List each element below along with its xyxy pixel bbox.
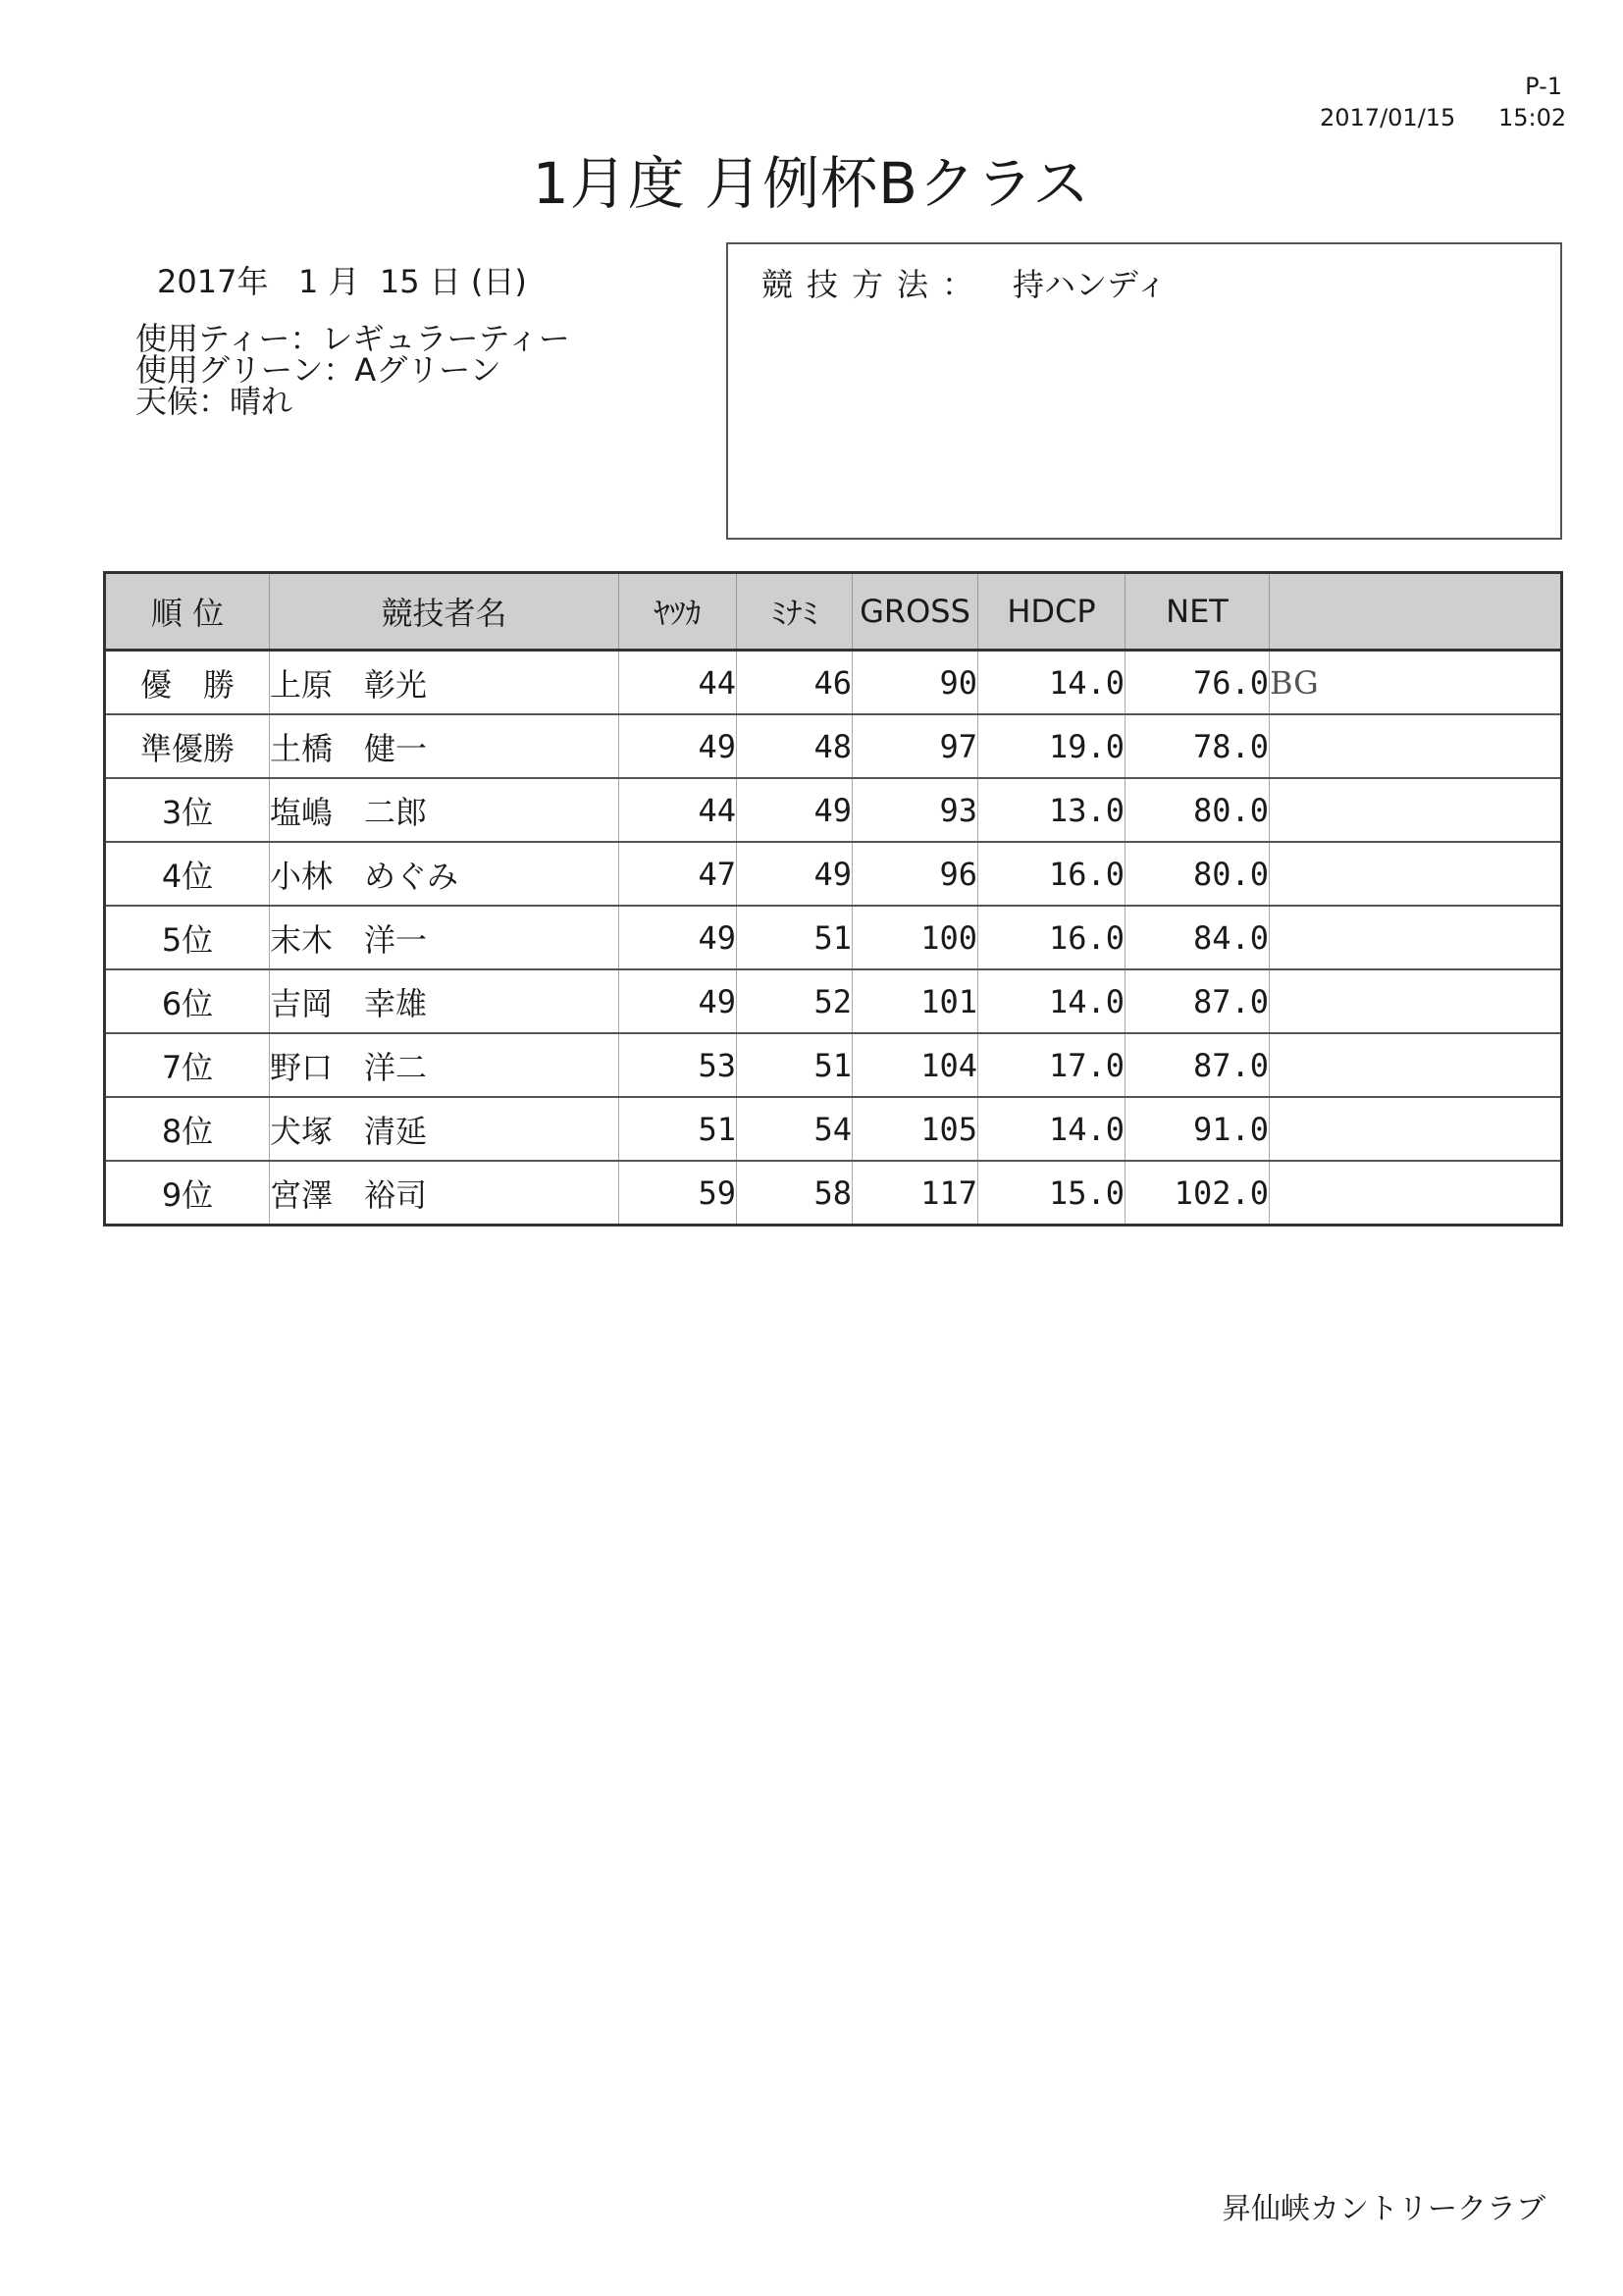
table-row	[105, 842, 1562, 906]
gross-score-cell: 117	[853, 1161, 978, 1226]
out-score-cell: 59	[619, 1161, 737, 1226]
hdcp-cell: 15.0	[978, 1161, 1126, 1226]
header-note	[1270, 573, 1562, 651]
table-row	[105, 1033, 1562, 1097]
rank-cell: 8位	[105, 1097, 270, 1161]
page-title: 1月度 月例杯Bクラス	[532, 150, 1091, 217]
in-score-cell: 58	[737, 1161, 853, 1226]
in-score-cell: 51	[737, 906, 853, 969]
player-name-cell: 宮澤 裕司	[270, 1161, 619, 1226]
gross-score-cell: 96	[853, 842, 978, 906]
rank-cell: 準優勝	[105, 714, 270, 778]
header-net: NET	[1126, 573, 1270, 651]
in-score-cell: 49	[737, 842, 853, 906]
rank-cell: 優 勝	[105, 651, 270, 715]
out-score-cell: 47	[619, 842, 737, 906]
in-score-cell: 51	[737, 1033, 853, 1097]
table-row	[105, 778, 1562, 842]
note-cell	[1270, 842, 1562, 906]
in-score-cell: 48	[737, 714, 853, 778]
out-score-cell: 49	[619, 906, 737, 969]
club-name: 昇仙峡カントリークラブ	[1222, 2192, 1545, 2226]
header-gross: GROSS	[853, 573, 978, 651]
out-score-cell: 49	[619, 714, 737, 778]
player-name-cell: 上原 彰光	[270, 651, 619, 715]
gross-score-cell: 100	[853, 906, 978, 969]
player-name-cell: 吉岡 幸雄	[270, 969, 619, 1033]
hdcp-cell: 19.0	[978, 714, 1126, 778]
weather-info: 天候：晴れ	[135, 383, 293, 420]
net-score-cell: 87.0	[1126, 969, 1270, 1033]
method-label: 競技方法：	[761, 266, 988, 303]
header-player-name: 競技者名	[270, 573, 619, 651]
table-row	[105, 1161, 1562, 1226]
note-cell	[1270, 1161, 1562, 1226]
rank-cell: 3位	[105, 778, 270, 842]
page-number: P-1	[1525, 73, 1562, 100]
net-score-cell: 102.0	[1126, 1161, 1270, 1226]
rank-cell: 9位	[105, 1161, 270, 1226]
rank-cell: 6位	[105, 969, 270, 1033]
method-value: 持ハンディ	[1013, 266, 1168, 303]
rank-cell: 7位	[105, 1033, 270, 1097]
hdcp-cell: 13.0	[978, 778, 1126, 842]
rank-cell: 4位	[105, 842, 270, 906]
note-cell	[1270, 778, 1562, 842]
print-time: 15:02	[1498, 104, 1567, 131]
note-cell: BG	[1270, 651, 1562, 715]
out-score-cell: 44	[619, 778, 737, 842]
table-row	[105, 1097, 1562, 1161]
table-row	[105, 906, 1562, 969]
player-name-cell: 犬塚 清延	[270, 1097, 619, 1161]
in-score-cell: 52	[737, 969, 853, 1033]
green-info: 使用グリーン：Aグリーン	[135, 351, 501, 389]
gross-score-cell: 101	[853, 969, 978, 1033]
rank-cell: 5位	[105, 906, 270, 969]
results-table	[103, 571, 1563, 1226]
hdcp-cell: 14.0	[978, 969, 1126, 1033]
net-score-cell: 76.0	[1126, 651, 1270, 715]
player-name-cell: 小林 めぐみ	[270, 842, 619, 906]
out-score-cell: 53	[619, 1033, 737, 1097]
gross-score-cell: 105	[853, 1097, 978, 1161]
note-cell	[1270, 1033, 1562, 1097]
hdcp-cell: 16.0	[978, 842, 1126, 906]
competition-date: 2017年 1 月 15 日 (日)	[157, 263, 527, 300]
tee-info: 使用ティー：レギュラーティー	[135, 320, 570, 357]
player-name-cell: 土橋 健一	[270, 714, 619, 778]
hdcp-cell: 14.0	[978, 651, 1126, 715]
player-name-cell: 塩嶋 二郎	[270, 778, 619, 842]
hdcp-cell: 17.0	[978, 1033, 1126, 1097]
print-date: 2017/01/15	[1320, 104, 1456, 131]
in-score-cell: 49	[737, 778, 853, 842]
out-score-cell: 51	[619, 1097, 737, 1161]
hdcp-cell: 14.0	[978, 1097, 1126, 1161]
competition-method-box	[726, 242, 1562, 540]
gross-score-cell: 97	[853, 714, 978, 778]
table-row	[105, 714, 1562, 778]
net-score-cell: 80.0	[1126, 778, 1270, 842]
header-out: ﾔﾂｶ	[619, 573, 737, 651]
note-cell	[1270, 906, 1562, 969]
in-score-cell: 46	[737, 651, 853, 715]
in-score-cell: 54	[737, 1097, 853, 1161]
player-name-cell: 野口 洋二	[270, 1033, 619, 1097]
note-cell	[1270, 1097, 1562, 1161]
gross-score-cell: 90	[853, 651, 978, 715]
out-score-cell: 49	[619, 969, 737, 1033]
net-score-cell: 91.0	[1126, 1097, 1270, 1161]
gross-score-cell: 93	[853, 778, 978, 842]
table-row	[105, 651, 1562, 715]
note-cell	[1270, 969, 1562, 1033]
header-hdcp: HDCP	[978, 573, 1126, 651]
out-score-cell: 44	[619, 651, 737, 715]
header-rank: 順 位	[105, 573, 270, 651]
net-score-cell: 84.0	[1126, 906, 1270, 969]
player-name-cell: 末木 洋一	[270, 906, 619, 969]
header-in: ﾐﾅﾐ	[737, 573, 853, 651]
net-score-cell: 87.0	[1126, 1033, 1270, 1097]
hdcp-cell: 16.0	[978, 906, 1126, 969]
table-row	[105, 969, 1562, 1033]
note-cell	[1270, 714, 1562, 778]
gross-score-cell: 104	[853, 1033, 978, 1097]
table-header-row	[105, 573, 1562, 651]
net-score-cell: 80.0	[1126, 842, 1270, 906]
net-score-cell: 78.0	[1126, 714, 1270, 778]
